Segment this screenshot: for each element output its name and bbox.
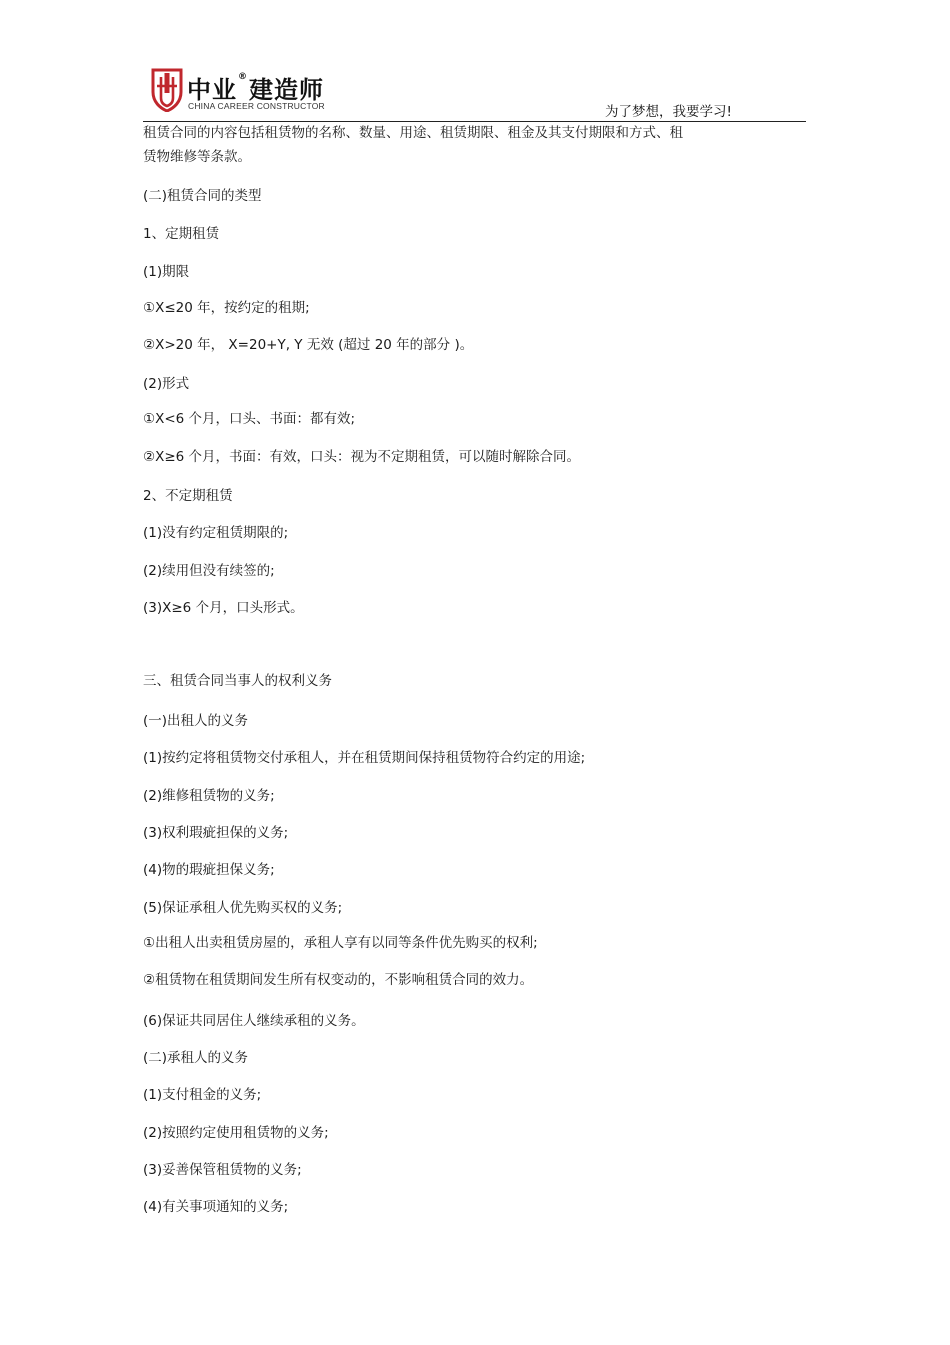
list-item: (1)支付租金的义务; — [143, 1087, 262, 1103]
list-item: (3)妥善保管租赁物的义务; — [143, 1162, 302, 1178]
list-item: (1)按约定将租赁物交付承租人，并在租赁期间保持租赁物符合约定的用途; — [143, 750, 586, 766]
list-item: (3)权利瑕疵担保的义务; — [143, 825, 289, 841]
subsection-heading: 2、不定期租赁 — [143, 488, 233, 504]
list-item: ②租赁物在租赁期间发生所有权变动的，不影响租赁合同的效力。 — [143, 972, 534, 988]
list-item: (6)保证共同居住人继续承租的义务。 — [143, 1013, 365, 1029]
brand-name-en: CHINA CAREER CONSTRUCTOR — [188, 101, 325, 111]
header-divider — [143, 121, 806, 122]
brand-emblem-icon — [150, 68, 184, 112]
list-item: ①X≤20 年，按约定的租期; — [143, 300, 310, 316]
subsection-heading: (一)出租人的义务 — [143, 713, 249, 729]
brand-name-cn: 中业®建造师 — [187, 72, 324, 104]
list-item: (1)没有约定租赁期限的; — [143, 525, 289, 541]
list-item: (2)按照约定使用租赁物的义务; — [143, 1125, 329, 1141]
brand-logo — [150, 68, 335, 112]
list-item: (2)维修租赁物的义务; — [143, 788, 275, 804]
paragraph-text: 赁物维修等条款。 — [143, 149, 251, 165]
list-item: (3)X≥6 个月，口头形式。 — [143, 600, 304, 616]
list-item: (2)续用但没有续签的; — [143, 563, 275, 579]
list-item: (2)形式 — [143, 376, 190, 392]
page-header — [0, 0, 950, 125]
list-item: (1)期限 — [143, 264, 190, 280]
section-heading: (二)租赁合同的类型 — [143, 188, 262, 204]
subsection-heading: (二)承租人的义务 — [143, 1050, 249, 1066]
list-item: ②X≥6 个月，书面：有效，口头：视为不定期租赁，可以随时解除合同。 — [143, 449, 581, 465]
list-item: ②X>20 年， X=20+Y, Y 无效 (超过 20 年的部分 )。 — [143, 337, 474, 353]
list-item: (4)有关事项通知的义务; — [143, 1199, 289, 1215]
paragraph-text: 租赁合同的内容包括租赁物的名称、数量、用途、租赁期限、租金及其支付期限和方式、租 — [143, 125, 683, 141]
list-item: ①出租人出卖租赁房屋的，承租人享有以同等条件优先购买的权利; — [143, 935, 538, 951]
list-item: (5)保证承租人优先购买权的义务; — [143, 900, 343, 916]
header-slogan: 为了梦想，我要学习! — [605, 104, 732, 120]
subsection-heading: 1、定期租赁 — [143, 226, 220, 242]
section-heading: 三、租赁合同当事人的权利义务 — [143, 673, 332, 689]
list-item: (4)物的瑕疵担保义务; — [143, 862, 275, 878]
list-item: ①X<6 个月，口头、书面：都有效; — [143, 411, 356, 427]
